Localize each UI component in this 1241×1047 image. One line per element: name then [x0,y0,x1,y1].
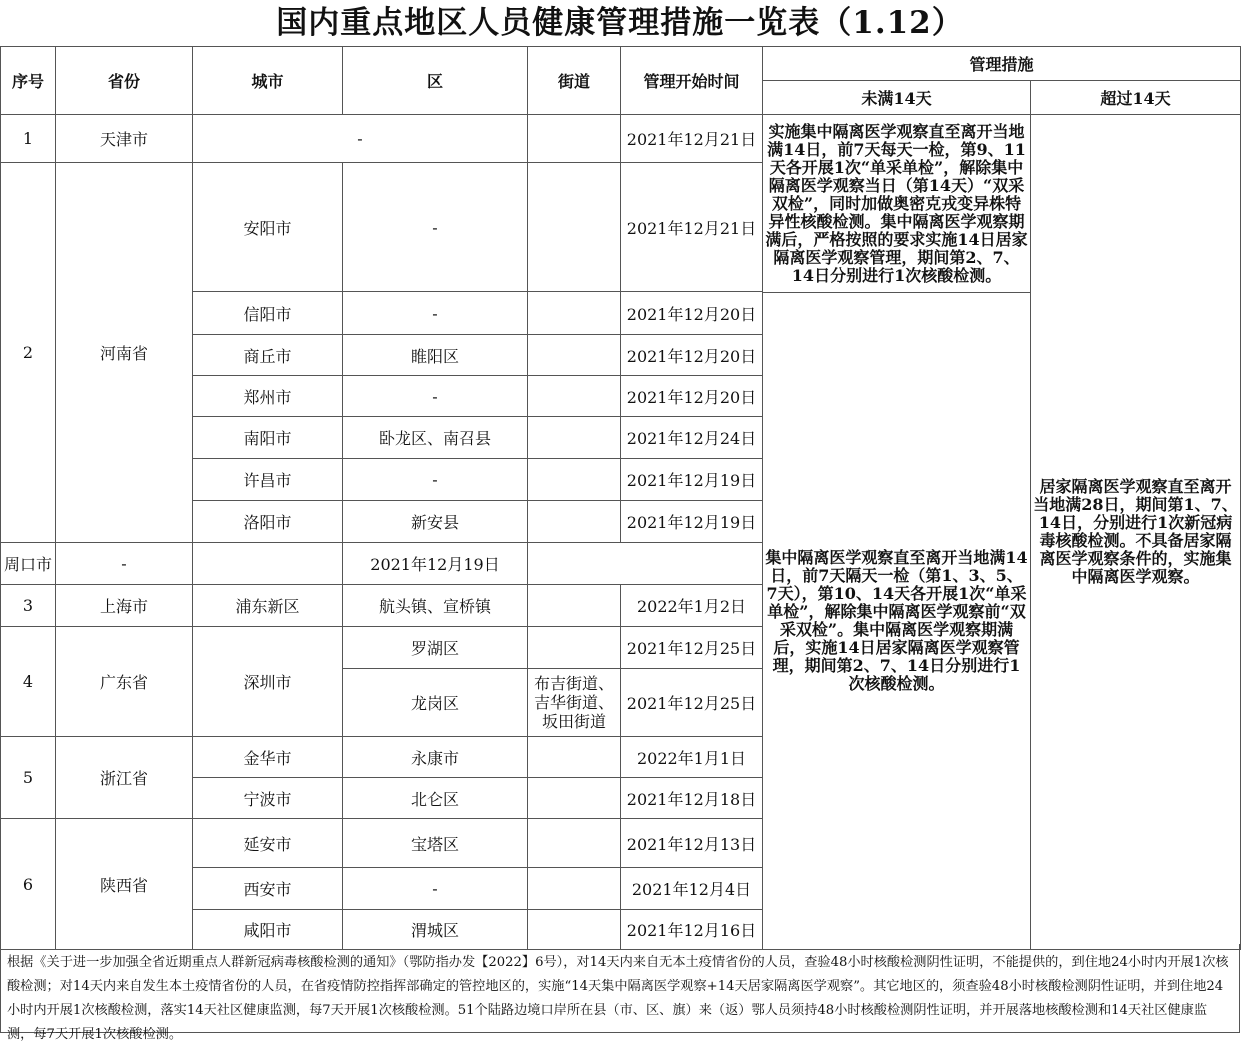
cell-start: 2021年12月21日 [621,115,763,163]
cell-city: 浦东新区 [193,585,343,627]
cell-city: 深圳市 [193,627,343,737]
cell-start: 2021年12月24日 [621,417,763,459]
cell-district: 龙岗区 [343,669,528,737]
cell-city: 安阳市 [193,163,343,292]
header-start-time: 管理开始时间 [621,47,763,115]
cell-no: 3 [1,585,56,627]
cell-street [528,501,621,543]
cell-street [528,335,621,376]
cell-district: - [343,292,528,335]
cell-district: 罗湖区 [343,627,528,669]
cell-province: 天津市 [56,115,193,163]
cell-district: 永康市 [343,737,528,778]
header-district: 区 [343,47,528,115]
cell-city-district: - [193,115,528,163]
cell-street [528,778,621,819]
header-under-14: 未满14天 [763,81,1031,115]
cell-district: 航头镇、宣桥镇 [343,585,528,627]
cell-province: 河南省 [56,163,193,543]
table-row [1,115,1241,163]
cell-street [528,819,621,868]
cell-no: 1 [1,115,56,163]
cell-district: 北仑区 [343,778,528,819]
cell-district: - [343,376,528,417]
cell-city: 信阳市 [193,292,343,335]
cell-city: 南阳市 [193,417,343,459]
header-row [1,47,1241,81]
cell-start: 2022年1月2日 [621,585,763,627]
cell-province: 浙江省 [56,737,193,819]
cell-district: 睢阳区 [343,335,528,376]
cell-street [528,115,621,163]
cell-start: 2021年12月20日 [621,335,763,376]
cell-no: 4 [1,627,56,737]
cell-street [528,737,621,778]
header-measures: 管理措施 [763,47,1241,81]
measures-table [0,46,1241,950]
cell-start: 2021年12月25日 [621,669,763,737]
cell-street [193,543,343,585]
cell-start: 2021年12月21日 [621,163,763,292]
header-street: 街道 [528,47,621,115]
cell-no: 2 [1,163,56,543]
cell-district: - [343,163,528,292]
page-title: 国内重点地区人员健康管理措施一览表（1.12） [276,5,964,41]
measure-under14-strict: 实施集中隔离医学观察直至离开当地满14日，前7天每天一检，第9、11天各开展1次“单采单检”，解除集中隔离医学观察当日（第14天）“双采双检”，同时加做奥密克戎变异株特异性核酸检测。集中隔离医学观察期满后，严格按照的要求实施14日居家隔离医学观察管理，期间第2、7、14日分别进行1次核酸检测。 [763,115,1031,293]
header-over-14: 超过14天 [1031,81,1241,115]
cell-district: 卧龙区、南召县 [343,417,528,459]
cell-street [528,459,621,501]
header-province: 省份 [56,47,193,115]
cell-street [528,376,621,417]
cell-start: 2021年12月18日 [621,778,763,819]
cell-city: 洛阳市 [193,501,343,543]
cell-district: 渭城区 [343,910,528,950]
cell-district: 新安县 [343,501,528,543]
cell-street [528,292,621,335]
cell-city: 西安市 [193,868,343,910]
cell-start: 2021年12月4日 [621,868,763,910]
cell-start: 2021年12月19日 [621,459,763,501]
cell-street [528,417,621,459]
cell-start: 2021年12月20日 [621,292,763,335]
cell-city: 延安市 [193,819,343,868]
cell-district: - [56,543,193,585]
cell-start: 2021年12月20日 [621,376,763,417]
cell-street [528,585,621,627]
cell-street: 布吉街道、吉华街道、坂田街道 [528,669,621,737]
cell-start: 2021年12月13日 [621,819,763,868]
cell-city: 郑州市 [193,376,343,417]
cell-start: 2021年12月16日 [621,910,763,950]
cell-street [528,163,621,292]
measure-over14: 居家隔离医学观察直至离开当地满28日，期间第1、7、14日，分别进行1次新冠病毒核酸检测。不具备居家隔离医学观察条件的，实施集中隔离医学观察。 [1031,115,1241,950]
cell-district: 宝塔区 [343,819,528,868]
cell-city: 金华市 [193,737,343,778]
cell-no: 6 [1,819,56,950]
cell-province: 上海市 [56,585,193,627]
cell-no: 5 [1,737,56,819]
cell-start: 2021年12月19日 [621,501,763,543]
cell-province: 陕西省 [56,819,193,950]
cell-city: 商丘市 [193,335,343,376]
cell-city: 许昌市 [193,459,343,501]
measure-under14-standard: 集中隔离医学观察直至离开当地满14日，前7天隔天一检（第1、3、5、7天），第10、14天各开展1次“单采单检”，解除集中隔离医学观察前“双采双检”。集中隔离医学观察期满后，实施14日居家隔离医学观察管理，期间第2、7、14日分别进行1次核酸检测。 [763,293,1031,950]
cell-city: 咸阳市 [193,910,343,950]
cell-start: 2021年12月19日 [343,543,528,585]
cell-province: 广东省 [56,627,193,737]
cell-street [528,868,621,910]
cell-district: - [343,868,528,910]
footnote: 根据《关于进一步加强全省近期重点人群新冠病毒核酸检测的通知》（鄂防指办发【2022】6号），对14天内来自无本土疫情省份的人员，查验48小时核酸检测阴性证明，不能提供的，到住地24小时内开展1次核酸检测；对14天内来自发生本土疫情省份的人员，在省疫情防控指挥部确定的管控地区的，实施“14天集中隔离医学观察+14天居家隔离医学观察”。其它地区的，须查验48小时核酸检测阴性证明，并到住地24小时内开展1次核酸检测，落实14天社区健康监测，每7天开展1次核酸检测。51个陆路边境口岸所在县（市、区、旗）来（返）鄂人员须持48小时核酸检测阴性证明，并开展落地核酸检测和14天社区健康监测，每7天开展1次核酸检测。 [0,944,1240,1033]
cell-city: 宁波市 [193,778,343,819]
cell-start: 2022年1月1日 [621,737,763,778]
header-city: 城市 [193,47,343,115]
cell-street [528,627,621,669]
header-no: 序号 [1,47,56,115]
cell-start: 2021年12月25日 [621,627,763,669]
cell-district: - [343,459,528,501]
cell-city: 周口市 [1,543,56,585]
